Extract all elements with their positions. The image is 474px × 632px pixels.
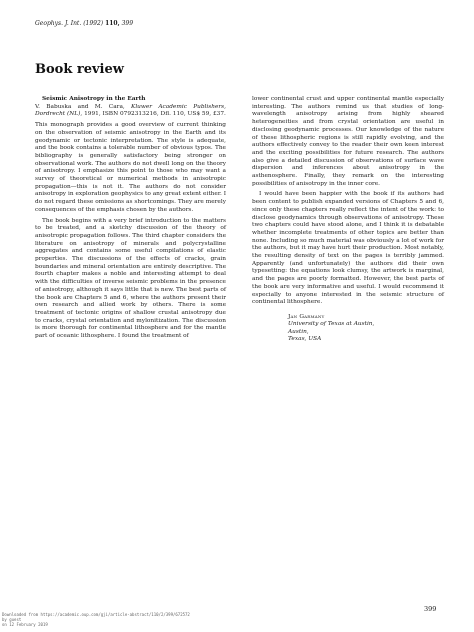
affiliation-line: Texas, USA: [288, 335, 322, 342]
section-heading: Book review: [35, 62, 124, 77]
right-column: [252, 96, 444, 343]
left-column: [35, 96, 226, 341]
book-authors: V. Babuska and M. Cara,: [35, 103, 125, 110]
reviewer-signature: [288, 314, 444, 343]
journal-year: (1992): [83, 20, 104, 27]
body-paragraph: lower continental crust and upper continental mantle especially interesting. The authors remind us that studies of long-wavelength anisotropy arising from highly sheared heterogeneities and from crystal orientation are useful in disclosing geodynamic processes. Our knowledge of the nature of these lithospheric regions is still rapidly evolving, and the authors effectively convey to the reader their own keen interest and the exciting possibilities for future research. The authors also give a detailed discussion of observations of surface wave dispersion and inferences about anisotropy in the asthenosphere. Finally, they remark on the interesting possibilities of anisotropy in the inner core.: [252, 96, 444, 187]
download-by: by guest: [2, 617, 22, 622]
book-title: Seismic Anisotropy in the Earth: [42, 96, 146, 102]
journal-volume: 110,: [105, 20, 120, 27]
affiliation-line: University of Texas at Austin,: [288, 321, 375, 328]
book-details: 1991, ISBN 0792313216, Dfl. 110, US$ 59, £37.: [84, 111, 226, 118]
body-paragraph: This monograph provides a good overview of current thinking on the observation of seismic anisotropy in the Earth and its geodynamic or tectonic interpretation. The style is adequate, and the book contains a tolerable number of obvious typos. The bibliography is generally satisfactory being stronger on observational work. The authors do not dwell long on the theory of anisotropy. I emphasize this point to those who may want a survey of theoretical or numerical methods in anisotropic propagation—this is not it. The authors do not consider anisotropy in exploration geophysics to any great extent either. I do not regard these omissions as shortcomings. They are merely consequences of the emphasis chosen by the authors.: [35, 122, 226, 213]
journal-pages: 399: [121, 20, 134, 27]
download-date: on 12 February 2019: [2, 622, 48, 627]
download-url: Downloaded from https://academic.oup.com/gji/article-abstract/110/2/399/672572: [2, 612, 190, 617]
page-number: 399: [424, 605, 437, 613]
book-publisher: Kluwer Academic Publishers, Dordrecht (NL),: [35, 103, 226, 118]
download-notice: [2, 612, 190, 627]
body-paragraph: The book begins with a very brief introduction to the matters to be treated, and a sketchy discussion of the theory of anisotropic propagation follows. The third chapter considers the literature on anisotropy of minerals and polycrystalline aggregates and contains some useful compilations of elastic properties. The discussions of the effects of cracks, grain boundaries and mineral orientation are entirely descriptive. The fourth chapter makes a noble and interesting attempt to deal with the difficulties of inverse seismic problems in the presence of anisotropy, although it says little that is new. The best parts of the book are Chapters 5 and 6, where the authors present their own research and allied work by others. There is some treatment of tectonic origins of shallow crustal anisotropy due to cracks, crystal orientation and mylonitization. The discussion is more thorough for continental lithosphere and for the mantle part of oceanic lithosphere. I found the treatment of: [35, 217, 226, 340]
journal-citation: [35, 20, 133, 27]
journal-name: Geophys. J. Int.: [35, 20, 82, 27]
reviewer-name: Jan Garmany: [288, 313, 325, 320]
reviewer-affiliation: [288, 321, 444, 343]
affiliation-line: Austin,: [288, 328, 309, 335]
book-citation: [35, 96, 226, 119]
body-paragraph: I would have been happier with the book if its authors had been content to publish expanded versions of Chapters 5 and 6, since only these chapters really reflect the intent of the work: to disclose geodynamics through observations of anisotropy. These two chapters could have stood alone, and I think it is debatable whether incomplete treatments of other topics are better than none. Including so much material was obviously a lot of work for the authors, but it may have hurt their production. Most notably, the resulting density of text on the pages is terribly jammed. Apparently (and unfortunately) the authors did their own typesetting: the equations look clumsy, the artwork is marginal, and the pages are poorly formatted. However, the best parts of the book are very informative and useful. I would recommend it especially to anyone interested in the seismic structure of continental lithosphere.: [252, 191, 444, 306]
